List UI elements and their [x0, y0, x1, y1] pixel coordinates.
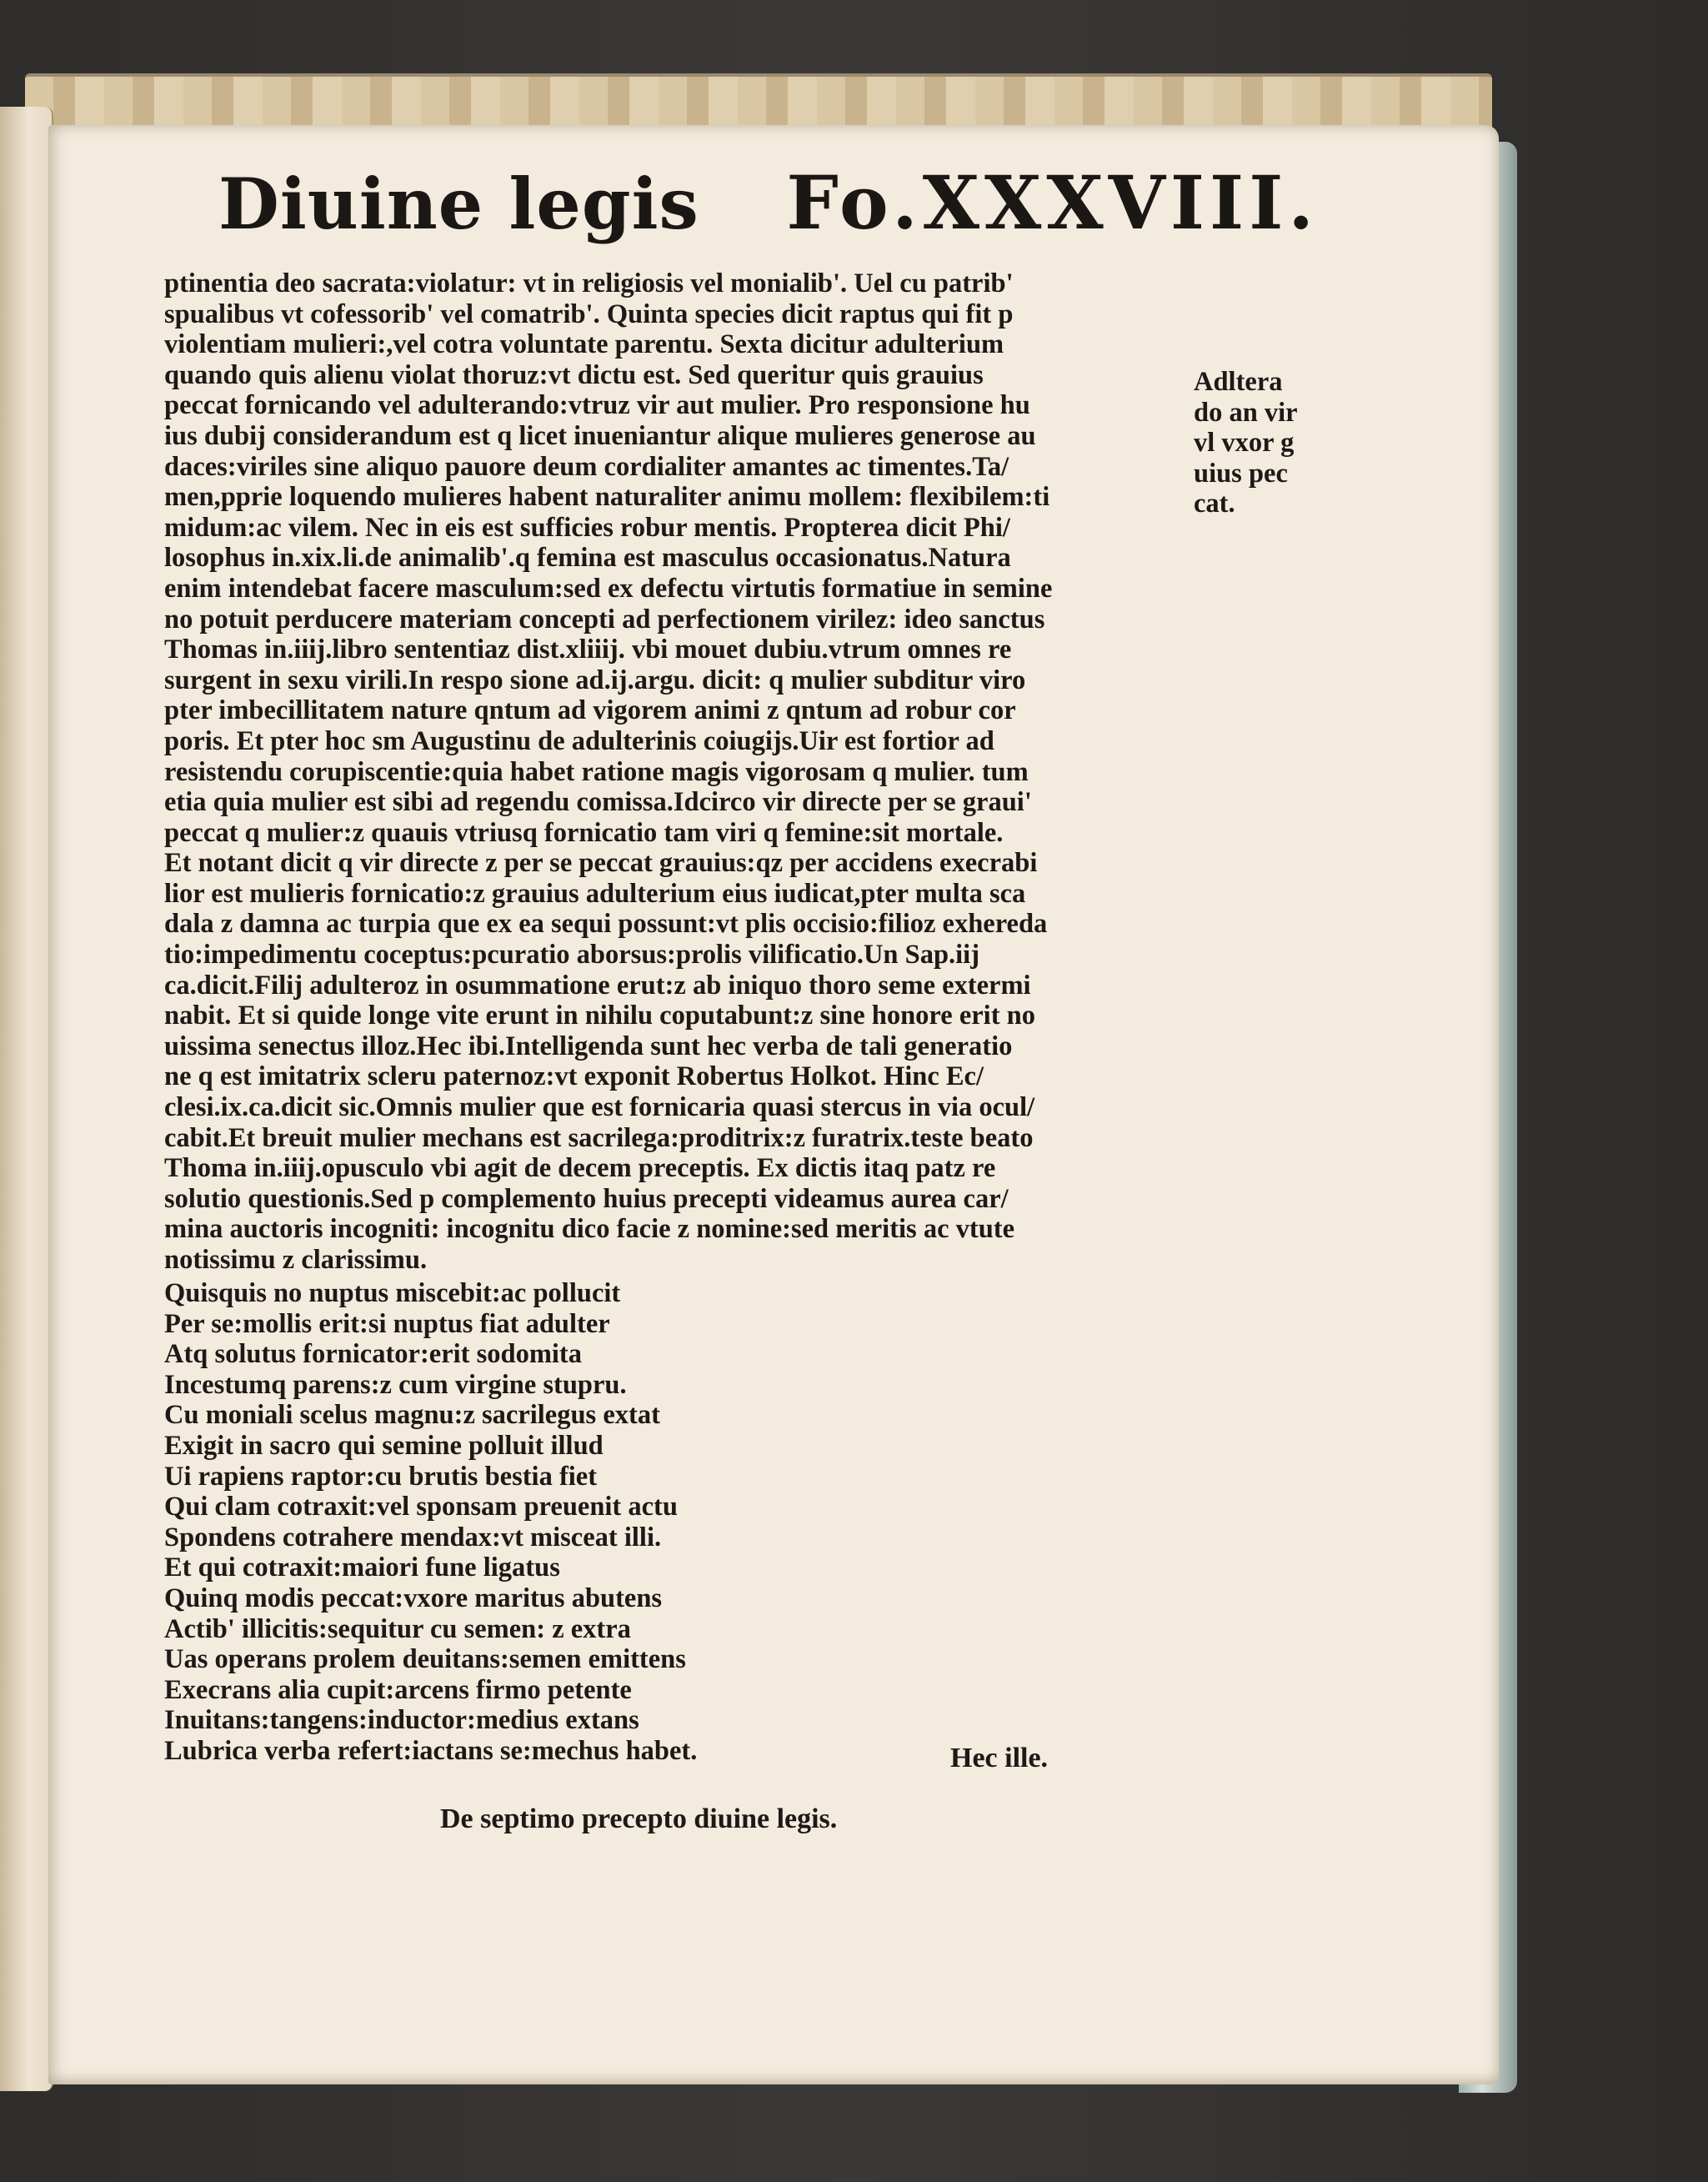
verse-line: Execrans alia cupit:arcens firmo petente: [164, 1674, 632, 1705]
text-line: no potuit perducere materiam concepti ad perfectionem virilez: ideo sanctus: [164, 604, 1045, 635]
marginal-line: Adltera: [1194, 367, 1283, 397]
text-line: cabit.Et breuit mulier mechans est sacrilega:proditrix:z furatrix.teste beato: [164, 1122, 1034, 1153]
text-line: men,pprie loquendo mulieres habent naturaliter animu mollem: flexibilem:ti: [164, 482, 1050, 513]
verse-line: Actib' illicitis:sequitur cu semen: z extra: [164, 1613, 631, 1644]
text-line: peccat fornicando vel adulterando:vtruz vir aut mulier. Pro responsione hu: [164, 390, 1030, 421]
verse-line: Atq solutus fornicator:erit sodomita: [164, 1339, 582, 1370]
verse-line: Exigit in sacro qui semine polluit illud: [164, 1430, 604, 1461]
verse-line: Qui clam cotraxit:vel sponsam preuenit actu: [164, 1492, 678, 1522]
text-line: poris. Et pter hoc sm Augustinu de adulterinis coiugijs.Uir est fortior ad: [164, 725, 994, 756]
marginal-note: [1194, 367, 1327, 519]
text-line: ca.dicit.Filij adulteroz in osummatione erut:z ab iniquo thoro seme extermi: [164, 970, 1031, 1001]
text-line: enim intendebat facere masculum:sed ex defectu virtutis formatiue in semine: [164, 573, 1053, 604]
text-line: pter imbecillitatem nature qntum ad vigorem animi z qntum ad robur cor: [164, 695, 1016, 726]
marginal-line: do an vir: [1194, 397, 1298, 428]
text-line: solutio questionis.Sed p complemento huius precepti videamus aurea car/: [164, 1183, 1009, 1214]
verse-line: Quisquis no nuptus miscebit:ac pollucit: [164, 1278, 621, 1308]
verse-line: Incestumq parens:z cum virgine stupru.: [164, 1369, 627, 1400]
text-line: clesi.ix.ca.dicit sic.Omnis mulier que est fornicaria quasi stercus in via ocul/: [164, 1092, 1035, 1123]
text-line: ne q est imitatrix scleru paternoz:vt exponit Robertus Holkot. Hinc Ec/: [164, 1061, 984, 1092]
text-line: midum:ac vilem. Nec in eis est sufficies robur mentis. Propterea dicit Phi/: [164, 512, 1010, 543]
section-heading: De septimo precepto diuine legis.: [440, 1803, 838, 1834]
text-line: losophus in.xix.li.de animalib'.q femina est masculus occasionatus.Natura: [164, 543, 1011, 574]
verse-line: Ui rapiens raptor:cu brutis bestia fiet: [164, 1461, 598, 1492]
running-title: Diuine legis: [218, 163, 699, 245]
text-line: ius dubij considerandum est q licet inueniantur alique mulieres generose au: [164, 420, 1036, 451]
verse-line: Inuitans:tangens:inductor:medius extans: [164, 1705, 639, 1736]
folio-number: Fo.XXXVIII.: [786, 159, 1319, 246]
verse-line: Uas operans prolem deuitans:semen emittens: [164, 1644, 686, 1675]
text-line: resistendu corupiscentie:quia habet ratione magis vigorosam q mulier. tum: [164, 756, 1029, 787]
text-line: Thoma in.iiij.opusculo vbi agit de decem preceptis. Ex dictis itaq patz re: [164, 1153, 996, 1184]
verse-line: Quinq modis peccat:vxore maritus abutens: [164, 1583, 663, 1613]
text-line: uissima senectus illoz.Hec ibi.Intelligenda sunt hec verba de tali generatio: [164, 1031, 1013, 1061]
text-line: Thomas in.iiij.libro sententiaz dist.xliiij. vbi mouet dubiu.vtrum omnes re: [164, 635, 1012, 665]
verse-line: Et qui cotraxit:maiori fune ligatus: [164, 1552, 560, 1583]
text-line: spualibus vt cofessorib' vel comatrib'. Quinta species dicit raptus qui fit p: [164, 298, 1014, 329]
verse-line: Per se:mollis erit:si nuptus fiat adulter: [164, 1308, 610, 1339]
text-line: mina auctoris incogniti: incognitu dico facie z nomine:sed meritis ac vtute: [164, 1214, 1015, 1245]
text-line: tio:impedimentu coceptus:pcuratio aborsus:prolis vilificatio.Un Sap.iij: [164, 940, 980, 971]
text-line: daces:viriles sine aliquo pauore deum cordialiter amantes ac timentes.Ta/: [164, 451, 1009, 482]
text-line: lior est mulieris fornicatio:z grauius adulterium eius iudicat,pter multa sca: [164, 878, 1026, 909]
text-line: violentiam mulieri:,vel cotra voluntate parentu. Sexta dicitur adulterium: [164, 329, 1004, 360]
marginal-line: cat.: [1194, 489, 1235, 519]
verse-line: Cu moniali scelus magnu:z sacrilegus extat: [164, 1400, 660, 1431]
verse-block: [164, 1278, 798, 1767]
text-line: peccat q mulier:z quauis vtriusq fornicatio tam viri q femine:sit mortale.: [164, 817, 1004, 848]
text-line: dala z damna ac turpia que ex ea sequi possunt:vt plis occisio:filioz exhereda: [164, 909, 1048, 940]
facing-page-edge: [0, 107, 53, 2091]
text-line: ptinentia deo sacrata:violatur: vt in religiosis vel monialib'. Uel cu patrib': [164, 268, 1014, 298]
text-line: notissimu z clarissimu.: [164, 1245, 428, 1275]
verse-line: Spondens cotrahere mendax:vt misceat illi.: [164, 1522, 662, 1552]
marginal-line: vl vxor g: [1194, 428, 1295, 459]
text-line: quando quis alienu violat thoruz:vt dictu est. Sed queritur quis grauius: [164, 359, 984, 390]
text-line: Et notant dicit q vir directe z per se peccat grauius:qz per accidens execrabi: [164, 848, 1038, 879]
marginal-line: uius pec: [1194, 458, 1288, 489]
main-text-block: [164, 268, 1185, 1276]
text-line: etia quia mulier est sibi ad regendu comissa.Idcirco vir directe per se graui': [164, 787, 1032, 818]
text-line: surgent in sexu virili.In respo sione ad.ij.argu. dicit: q mulier subditur viro: [164, 665, 1026, 695]
text-line: nabit. Et si quide longe vite erunt in nihilu coputabunt:z sine honore erit no: [164, 1001, 1035, 1031]
page-header: [218, 159, 1319, 254]
sign-off: Hec ille.: [950, 1743, 1049, 1773]
verse-line: Lubrica verba refert:iactans se:mechus habet.: [164, 1735, 698, 1766]
